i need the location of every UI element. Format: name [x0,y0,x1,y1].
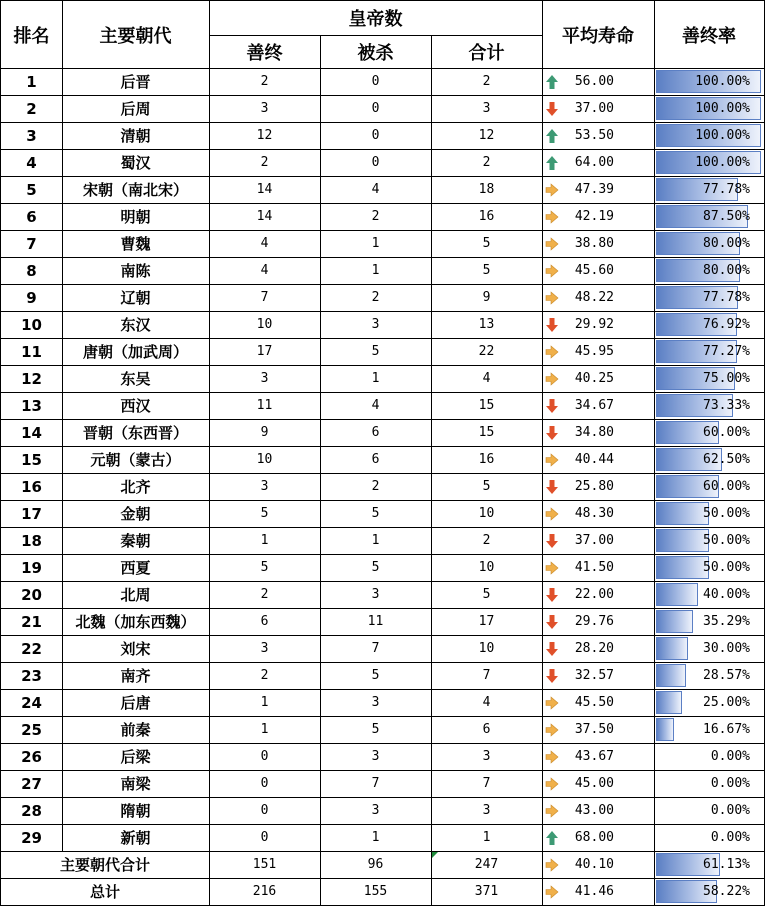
dynasty-name-cell: 元朝（蒙古） [90,451,181,469]
dynasty-name-cell: 秦朝 [120,532,151,550]
rank-cell: 20 [21,585,42,604]
dynasty-name-cell: 清朝 [120,127,151,145]
grid-hline [0,689,765,690]
dynasty-name-cell: 金朝 [120,505,151,523]
row-avg-lifespan: 22.00 [574,586,614,602]
total-count-cell: 6 [482,722,491,737]
peaceful-count-cell: 11 [256,398,273,413]
total-count-cell: 3 [482,749,491,764]
dynasty-name-cell: 新朝 [120,829,151,847]
total-count-cell: 10 [478,641,495,656]
main-dynasties-subtotal-label: 主要朝代合计 [59,856,150,874]
summary-avg-lifespan: 40.10 [574,856,614,872]
total-count-cell: 4 [482,371,491,386]
dynasty-name-cell: 南陈 [120,262,151,280]
rank-cell: 15 [21,450,42,469]
total-count-cell: 9 [482,290,491,305]
total-count-cell: 10 [478,560,495,575]
total-count-cell: 22 [478,344,495,359]
trend-right-arrow-icon [545,722,559,738]
rank-cell: 26 [21,747,42,766]
dynasty-name-cell: 东吴 [120,370,151,388]
row-avg-lifespan: 29.92 [574,316,614,332]
row-avg-lifespan: 64.00 [574,154,614,170]
total-count-cell: 5 [482,236,491,251]
killed-count-cell: 1 [371,263,380,278]
row-peaceful-rate: 76.92% [703,317,750,332]
trend-right-arrow-icon [545,749,559,765]
killed-count-cell: 4 [371,182,380,197]
trend-right-arrow-icon [545,560,559,576]
total-count-cell: 5 [482,263,491,278]
grid-hline [0,635,765,636]
peaceful-count-cell: 2 [260,587,269,602]
total-count-cell: 17 [478,614,495,629]
grid-hline [0,68,765,69]
row-peaceful-rate: 100.00% [695,101,750,116]
killed-count-cell: 2 [371,479,380,494]
row-avg-lifespan: 43.00 [574,802,614,818]
peaceful-count-cell: 0 [260,749,269,764]
row-avg-lifespan: 34.67 [574,397,614,413]
grid-hline [0,824,765,825]
grid-hline [0,527,765,528]
total-count-cell: 7 [482,668,491,683]
grid-hline [0,608,765,609]
rank-cell: 19 [21,558,42,577]
row-avg-lifespan: 45.60 [574,262,614,278]
rank-cell: 29 [21,828,42,847]
grid-vline [431,35,432,906]
row-avg-lifespan: 68.00 [574,829,614,845]
rank-cell: 5 [26,180,37,199]
peaceful-count-cell: 7 [260,290,269,305]
row-avg-lifespan: 48.22 [574,289,614,305]
dynasty-name-cell: 南梁 [120,775,151,793]
rank-cell: 22 [21,639,42,658]
trend-down-arrow-icon [545,641,559,657]
total-count-cell: 7 [482,776,491,791]
rank-cell: 9 [26,288,37,307]
trend-right-arrow-icon [545,506,559,522]
trend-up-arrow-icon [545,128,559,144]
dynasty-name-cell: 曹魏 [120,235,151,253]
row-peaceful-rate: 30.00% [703,641,750,656]
peaceful-count-cell: 12 [256,128,273,143]
grid-hline [0,446,765,447]
total-count-cell: 18 [478,182,495,197]
dynasty-name-cell: 北周 [120,586,151,604]
total-count-cell: 10 [478,506,495,521]
row-peaceful-rate: 50.00% [703,533,750,548]
row-peaceful-rate: 75.00% [703,371,750,386]
total-count-cell: 1 [482,830,491,845]
total-count-cell: 12 [478,128,495,143]
dynasty-name-cell: 辽朝 [120,289,151,307]
row-avg-lifespan: 45.95 [574,343,614,359]
killed-count-cell: 5 [371,506,380,521]
peaceful-count-cell: 10 [256,317,273,332]
trend-down-arrow-icon [545,668,559,684]
summary-peaceful-rate: 61.13% [703,857,750,872]
row-peaceful-rate: 87.50% [703,209,750,224]
summary-peaceful-cell: 151 [252,857,277,872]
peaceful-count-cell: 14 [256,209,273,224]
grid-hline [0,743,765,744]
row-peaceful-rate: 50.00% [703,506,750,521]
peaceful-count-cell: 3 [260,641,269,656]
grid-hline [0,122,765,123]
grid-hline [0,284,765,285]
peaceful-count-cell: 9 [260,425,269,440]
row-avg-lifespan: 37.00 [574,532,614,548]
total-count-cell: 2 [482,74,491,89]
row-peaceful-rate: 73.33% [703,398,750,413]
grid-hline [0,662,765,663]
killed-count-cell: 0 [371,128,380,143]
grid-hline [0,311,765,312]
killed-count-cell: 7 [371,641,380,656]
header-rank: 排名 [13,25,50,47]
rank-cell: 3 [26,126,37,145]
trend-down-arrow-icon [545,479,559,495]
row-avg-lifespan: 38.80 [574,235,614,251]
header-peaceful: 善终 [246,42,283,64]
trend-up-arrow-icon [545,155,559,171]
peaceful-count-cell: 5 [260,506,269,521]
dynasty-name-cell: 西夏 [120,559,151,577]
grid-hline [0,770,765,771]
row-peaceful-rate: 100.00% [695,155,750,170]
killed-count-cell: 5 [371,668,380,683]
total-count-cell: 2 [482,155,491,170]
row-avg-lifespan: 41.50 [574,559,614,575]
trend-down-arrow-icon [545,398,559,414]
peaceful-count-cell: 4 [260,236,269,251]
killed-count-cell: 2 [371,290,380,305]
header-emperor-count: 皇帝数 [348,9,403,30]
grid-hline [0,716,765,717]
trend-right-arrow-icon [545,695,559,711]
dynasty-name-cell: 后唐 [120,694,151,712]
grid-hline [0,473,765,474]
row-peaceful-rate: 35.29% [703,614,750,629]
killed-count-cell: 5 [371,722,380,737]
trend-right-arrow-icon [545,884,559,900]
dynasty-name-cell: 西汉 [120,397,151,415]
grid-hline [0,95,765,96]
total-count-cell: 2 [482,533,491,548]
dynasty-name-cell: 晋朝（东西晋） [82,424,188,442]
killed-count-cell: 3 [371,803,380,818]
rank-cell: 6 [26,207,37,226]
row-avg-lifespan: 56.00 [574,73,614,89]
row-peaceful-rate: 60.00% [703,479,750,494]
rank-cell: 7 [26,234,37,253]
trend-right-arrow-icon [545,857,559,873]
summary-killed-cell: 96 [367,857,384,872]
peaceful-count-cell: 1 [260,533,269,548]
row-peaceful-rate: 100.00% [695,128,750,143]
row-avg-lifespan: 40.25 [574,370,614,386]
dynasty-name-cell: 南齐 [120,667,151,685]
peaceful-count-cell: 6 [260,614,269,629]
peaceful-count-cell: 1 [260,695,269,710]
header-total: 合计 [468,42,505,64]
rank-cell: 23 [21,666,42,685]
killed-count-cell: 0 [371,101,380,116]
row-avg-lifespan: 42.19 [574,208,614,224]
trend-down-arrow-icon [545,587,559,603]
trend-right-arrow-icon [545,182,559,198]
dynasty-name-cell: 前秦 [120,721,151,739]
peaceful-count-cell: 0 [260,803,269,818]
summary-peaceful-cell: 216 [252,884,277,899]
total-count-cell: 16 [478,452,495,467]
row-peaceful-rate: 80.00% [703,263,750,278]
dynasty-name-cell: 宋朝（南北宋） [82,181,188,199]
trend-right-arrow-icon [545,776,559,792]
row-avg-lifespan: 28.20 [574,640,614,656]
trend-down-arrow-icon [545,101,559,117]
total-count-cell: 3 [482,803,491,818]
killed-count-cell: 3 [371,695,380,710]
grid-hline [0,176,765,177]
rank-cell: 13 [21,396,42,415]
killed-count-cell: 1 [371,236,380,251]
killed-count-cell: 3 [371,317,380,332]
grid-hline [0,554,765,555]
row-avg-lifespan: 40.44 [574,451,614,467]
dynasty-name-cell: 隋朝 [120,802,151,820]
rank-cell: 21 [21,612,42,631]
header-dynasty: 主要朝代 [99,25,172,47]
trend-right-arrow-icon [545,236,559,252]
peaceful-count-cell: 10 [256,452,273,467]
rank-cell: 18 [21,531,42,550]
row-avg-lifespan: 47.39 [574,181,614,197]
peaceful-count-cell: 3 [260,101,269,116]
summary-peaceful-rate: 58.22% [703,884,750,899]
grid-vline [62,0,63,852]
row-peaceful-rate: 0.00% [710,749,750,764]
killed-count-cell: 3 [371,749,380,764]
trend-right-arrow-icon [545,209,559,225]
grid-hline [0,392,765,393]
dynasty-name-cell: 唐朝（加武周） [82,343,188,361]
dynasty-name-cell: 明朝 [120,208,151,226]
trend-up-arrow-icon [545,74,559,90]
grid-hline [209,35,543,36]
rank-cell: 11 [21,342,42,361]
row-peaceful-rate: 28.57% [703,668,750,683]
grid-hline [0,257,765,258]
rank-cell: 16 [21,477,42,496]
row-peaceful-rate: 0.00% [710,803,750,818]
grid-vline [209,0,210,906]
peaceful-count-cell: 0 [260,776,269,791]
header-peaceful-rate: 善终率 [682,25,736,47]
killed-count-cell: 11 [367,614,384,629]
row-avg-lifespan: 37.50 [574,721,614,737]
grid-vline [542,0,543,906]
grid-hline [0,500,765,501]
trend-down-arrow-icon [545,533,559,549]
grand-total-label: 总计 [89,883,120,901]
row-peaceful-rate: 80.00% [703,236,750,251]
grid-hline [0,365,765,366]
total-count-cell: 13 [478,317,495,332]
killed-count-cell: 6 [371,452,380,467]
rank-cell: 17 [21,504,42,523]
cell-comment-marker-icon [432,852,438,858]
killed-count-cell: 5 [371,560,380,575]
trend-up-arrow-icon [545,830,559,846]
summary-total-cell: 371 [474,884,499,899]
total-count-cell: 5 [482,587,491,602]
row-avg-lifespan: 34.80 [574,424,614,440]
row-peaceful-rate: 25.00% [703,695,750,710]
dynasty-name-cell: 蜀汉 [120,154,151,172]
killed-count-cell: 0 [371,155,380,170]
rank-cell: 4 [26,153,37,172]
killed-count-cell: 1 [371,830,380,845]
grid-vline [0,0,1,906]
row-peaceful-rate: 62.50% [703,452,750,467]
peaceful-count-cell: 4 [260,263,269,278]
killed-count-cell: 4 [371,398,380,413]
rank-cell: 28 [21,801,42,820]
header-killed: 被杀 [357,42,394,64]
dynasty-name-cell: 刘宋 [120,640,151,658]
total-count-cell: 16 [478,209,495,224]
grid-hline [0,338,765,339]
killed-count-cell: 3 [371,587,380,602]
row-peaceful-rate: 0.00% [710,776,750,791]
header-avg-lifespan: 平均寿命 [562,25,634,47]
row-avg-lifespan: 25.80 [574,478,614,494]
peaceful-count-cell: 3 [260,371,269,386]
total-count-cell: 5 [482,479,491,494]
rank-cell: 27 [21,774,42,793]
peaceful-count-cell: 2 [260,668,269,683]
row-avg-lifespan: 37.00 [574,100,614,116]
peaceful-count-cell: 1 [260,722,269,737]
rank-cell: 2 [26,99,37,118]
rank-cell: 25 [21,720,42,739]
total-count-cell: 3 [482,101,491,116]
killed-count-cell: 1 [371,533,380,548]
trend-right-arrow-icon [545,452,559,468]
row-peaceful-rate: 40.00% [703,587,750,602]
grid-hline [0,149,765,150]
dynasty-name-cell: 北魏（加东西魏） [75,613,196,631]
dynasty-name-cell: 后晋 [120,73,151,91]
trend-right-arrow-icon [545,371,559,387]
row-peaceful-rate: 77.78% [703,290,750,305]
row-peaceful-rate: 0.00% [710,830,750,845]
row-avg-lifespan: 48.30 [574,505,614,521]
row-avg-lifespan: 53.50 [574,127,614,143]
peaceful-count-cell: 5 [260,560,269,575]
row-avg-lifespan: 45.50 [574,694,614,710]
total-count-cell: 15 [478,425,495,440]
rank-cell: 12 [21,369,42,388]
summary-killed-cell: 155 [363,884,388,899]
killed-count-cell: 1 [371,371,380,386]
peaceful-count-cell: 3 [260,479,269,494]
peaceful-count-cell: 0 [260,830,269,845]
rank-cell: 14 [21,423,42,442]
dynasty-name-cell: 北齐 [120,478,151,496]
grid-hline [0,419,765,420]
trend-right-arrow-icon [545,803,559,819]
trend-down-arrow-icon [545,317,559,333]
row-avg-lifespan: 45.00 [574,775,614,791]
grid-hline [0,851,765,852]
row-avg-lifespan: 32.57 [574,667,614,683]
trend-right-arrow-icon [545,263,559,279]
grid-hline [0,797,765,798]
total-count-cell: 4 [482,695,491,710]
row-peaceful-rate: 77.27% [703,344,750,359]
killed-count-cell: 6 [371,425,380,440]
rank-cell: 1 [26,72,37,91]
killed-count-cell: 5 [371,344,380,359]
grid-hline [0,203,765,204]
peaceful-count-cell: 14 [256,182,273,197]
peaceful-count-cell: 17 [256,344,273,359]
killed-count-cell: 7 [371,776,380,791]
row-peaceful-rate: 50.00% [703,560,750,575]
row-peaceful-rate: 77.78% [703,182,750,197]
trend-down-arrow-icon [545,614,559,630]
trend-right-arrow-icon [545,344,559,360]
dynasty-name-cell: 东汉 [120,316,151,334]
killed-count-cell: 0 [371,74,380,89]
row-peaceful-rate: 60.00% [703,425,750,440]
dynasty-name-cell: 后梁 [120,748,151,766]
summary-total-cell: 247 [474,857,499,872]
trend-down-arrow-icon [545,425,559,441]
rank-cell: 10 [21,315,42,334]
grid-hline [0,878,765,879]
grid-hline [0,0,765,1]
dynasty-name-cell: 后周 [120,100,151,118]
grid-vline [654,0,655,906]
summary-avg-lifespan: 41.46 [574,883,614,899]
grid-hline [0,581,765,582]
peaceful-count-cell: 2 [260,74,269,89]
total-count-cell: 15 [478,398,495,413]
killed-count-cell: 2 [371,209,380,224]
grid-hline [0,230,765,231]
grid-vline [320,35,321,906]
peaceful-count-cell: 2 [260,155,269,170]
rank-cell: 24 [21,693,42,712]
row-avg-lifespan: 29.76 [574,613,614,629]
row-peaceful-rate: 16.67% [703,722,750,737]
row-avg-lifespan: 43.67 [574,748,614,764]
rank-cell: 8 [26,261,37,280]
trend-right-arrow-icon [545,290,559,306]
row-peaceful-rate: 100.00% [695,74,750,89]
